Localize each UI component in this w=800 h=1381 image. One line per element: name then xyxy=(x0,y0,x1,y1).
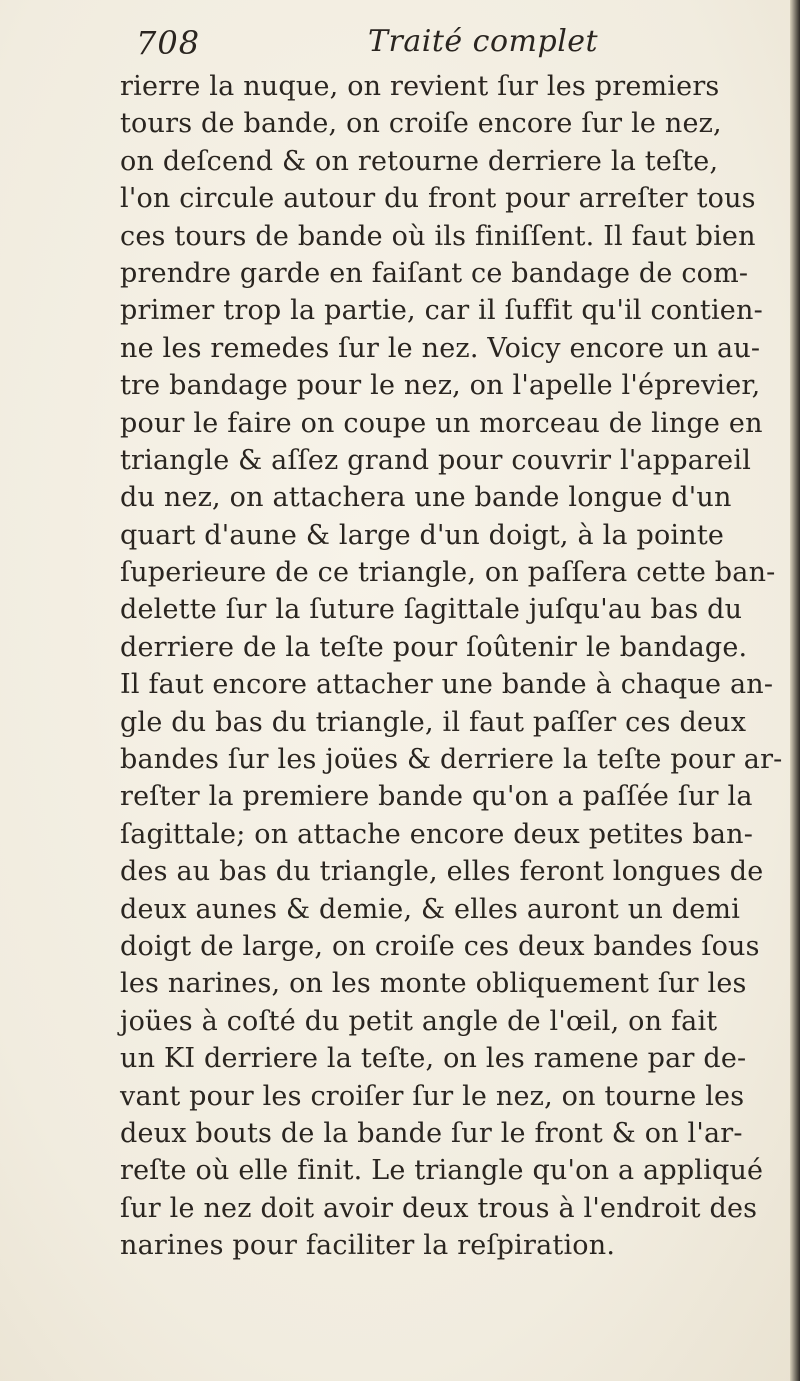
text-line: narines pour faciliter la reſpiration. xyxy=(120,1230,616,1262)
text-line: delette ſur la ſuture ſagittale juſqu'au bas du xyxy=(120,594,743,626)
text-line: primer trop la partie, car il ſuffit qu'il contien- xyxy=(120,295,763,327)
text-line: des au bas du triangle, elles feront longues de xyxy=(120,856,764,888)
text-line: tre bandage pour le nez, on l'apelle l'éprevier, xyxy=(120,370,761,402)
text-line: prendre garde en faiſant ce bandage de com- xyxy=(120,257,749,289)
text-line: ne les remedes ſur le nez. Voicy encore un au- xyxy=(120,332,761,364)
text-line: ſur le nez doit avoir deux trous à l'endroit des xyxy=(120,1192,758,1224)
text-line: Il faut encore attacher une bande à chaque an- xyxy=(120,669,774,701)
text-line: reſte où elle finit. Le triangle qu'on a appliqué xyxy=(120,1155,764,1187)
text-line: l'on circule autour du front pour arreſter tous xyxy=(120,183,756,215)
text-line: ſagittale; on attache encore deux petites ban- xyxy=(120,818,754,850)
text-line: tours de bande, on croiſe encore ſur le nez, xyxy=(120,108,722,140)
text-line: vant pour les croiſer ſur le nez, on tourne les xyxy=(120,1080,745,1112)
text-line: les narines, on les monte obliquement ſur les xyxy=(120,968,747,1000)
text-line: deux aunes & demie, & elles auront un demi xyxy=(120,893,741,925)
body-text xyxy=(120,68,796,1265)
text-line: gle du bas du triangle, il faut paſſer ces deux xyxy=(120,706,747,738)
text-line: ſuperieure de ce triangle, on paſſera cette ban- xyxy=(120,557,776,589)
page-header xyxy=(136,22,776,70)
text-line: derriere de la teſte pour ſoûtenir le bandage. xyxy=(120,631,748,663)
text-line: ces tours de bande où ils finiſſent. Il faut bien xyxy=(120,220,756,252)
text-line: reſter la premiere bande qu'on a paſſée ſur la xyxy=(120,781,753,813)
page-number: 708 xyxy=(136,24,201,62)
running-title: Traité complet xyxy=(368,24,599,59)
text-line: rierre la nuque, on revient ſur les premiers xyxy=(120,71,720,102)
text-line: triangle & aſſez grand pour couvrir l'appareil xyxy=(120,444,752,476)
text-line: bandes ſur les joües & derriere la teſte pour ar- xyxy=(120,744,783,776)
text-line: deux bouts de la bande ſur le front & on l'ar- xyxy=(120,1117,743,1149)
text-line: quart d'aune & large d'un doigt, à la pointe xyxy=(120,519,725,551)
text-line: un KI derriere la teſte, on les ramene par de- xyxy=(120,1043,747,1075)
text-line: joües à coſté du petit angle de l'œil, on fait xyxy=(120,1005,718,1037)
text-line: on deſcend & on retourne derriere la teſte, xyxy=(120,145,719,177)
text-line: pour le faire on coupe un morceau de linge en xyxy=(120,407,763,439)
text-line: doigt de large, on croiſe ces deux bandes ſous xyxy=(120,930,760,962)
text-line: du nez, on attachera une bande longue d'un xyxy=(120,482,732,514)
